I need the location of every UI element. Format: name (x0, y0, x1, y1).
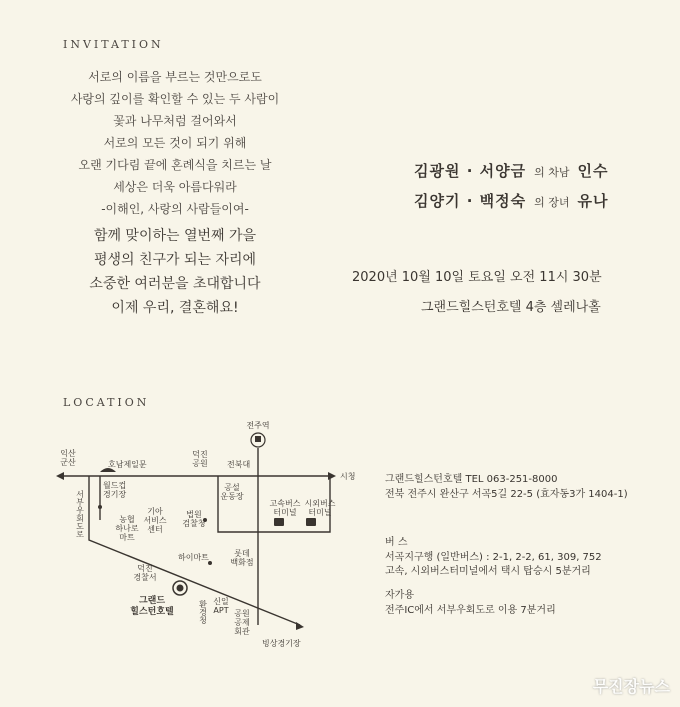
arrow-down-icon (296, 622, 304, 630)
arrow-right-icon (328, 472, 336, 480)
bus-line-1: 서곡지구행 (일반버스) : 2-1, 2-2, 61, 309, 752 (385, 552, 602, 563)
map-label-hotel: 그랜드 힐스턴호텔 (130, 596, 174, 617)
poem-line: 꽃과 나무처럼 걸어와서 (113, 114, 237, 128)
event-datetime: 2020년 10월 10일 토요일 오전 11시 30분 (352, 270, 602, 285)
bride-name: 유나 (577, 192, 609, 210)
map-label-honam-gate: 호남제일문 (108, 460, 147, 469)
map-label-city-hall: 시청 (340, 472, 356, 481)
bus-title: 버 스 (385, 537, 408, 548)
groom-relation: 의 차남 (534, 166, 570, 179)
venue-phone: 그랜드힐스턴호텔 TEL 063-251-8000 (385, 474, 558, 485)
message-line: 함께 맞이하는 열번째 가을 (93, 228, 257, 244)
map-label-bus-terminal: 고속버스 터미널 (269, 499, 301, 517)
poem-attribution: -이해인, 사랑의 사람들이여- (101, 202, 249, 216)
arrow-left-icon (56, 472, 64, 480)
map-label-sinil-apt: 신일 APT (213, 597, 229, 615)
map-label-ice-rink: 빙상경기장 (262, 639, 301, 648)
map-label-intercity-terminal: 시외버스 터미널 (304, 499, 336, 517)
groom-parents: 김광원 · 서양금 (414, 162, 527, 180)
map-label-jeonbuk-univ: 전북대 (227, 460, 251, 469)
poem-line: 서로의 모든 것이 되기 위해 (103, 136, 247, 150)
map-label-public-hall: 공원 공제 회관 (234, 609, 250, 636)
venue-address: 전북 전주시 완산구 서곡5길 22-5 (효자동3가 1404-1) (385, 489, 628, 500)
bus-line-2: 고속, 시외버스터미널에서 택시 탑승시 5분거리 (385, 566, 591, 577)
poem-line: 사랑의 깊이를 확인할 수 있는 두 사람이 (70, 92, 280, 106)
map-label-stadium: 공설 운동장 (220, 483, 244, 501)
map-label-police: 덕진 경찰서 (133, 564, 157, 582)
car-line: 전주IC에서 서부우회도로 이용 7분거리 (385, 605, 556, 616)
watermark-logo: 무진장뉴스 (592, 677, 670, 696)
bride-parents: 김양기 · 백정숙 (414, 192, 527, 210)
event-venue: 그랜드힐스턴호텔 4층 셀레나홀 (421, 300, 601, 315)
map-label-env-office: 환경청 (198, 600, 208, 624)
invitation-heading: INVITATION (63, 38, 164, 51)
poem-line: 오랜 기다림 끝에 혼례식을 치르는 날 (78, 158, 272, 172)
bride-relation: 의 장녀 (534, 196, 570, 209)
message-line: 소중한 여러분을 초대합니다 (89, 276, 261, 292)
bus-icon (274, 518, 284, 526)
map-label-himart: 하이마트 (178, 553, 209, 562)
map-label-iksan: 익산 군산 (60, 449, 76, 467)
car-title: 자가용 (385, 590, 414, 601)
map-label-western-bypass: 서부우회도로 (75, 490, 85, 538)
bus-icon (306, 518, 316, 526)
groom-name: 인수 (577, 162, 609, 180)
map-label-kia: 기아 서비스 센터 (143, 507, 167, 534)
poem-line: 서로의 이름을 부르는 것만으로도 (88, 70, 262, 84)
map-label-court: 법원 검찰청 (182, 510, 206, 528)
location-heading: LOCATION (63, 396, 150, 409)
message-line: 이제 우리, 결혼해요! (111, 300, 239, 316)
map-label-lotte: 롯데 백화점 (230, 549, 254, 567)
message-line: 평생의 친구가 되는 자리에 (93, 252, 257, 268)
map-label-nonghyup: 농협 하나로 마트 (115, 515, 139, 542)
poem-line: 세상은 더욱 아름다워라 (113, 180, 237, 194)
map-label-jeonju-station: 전주역 (246, 421, 270, 430)
map-label-deokjin-park: 덕진 공원 (192, 450, 208, 468)
map-label-worldcup: 월드컵 경기장 (103, 481, 127, 499)
